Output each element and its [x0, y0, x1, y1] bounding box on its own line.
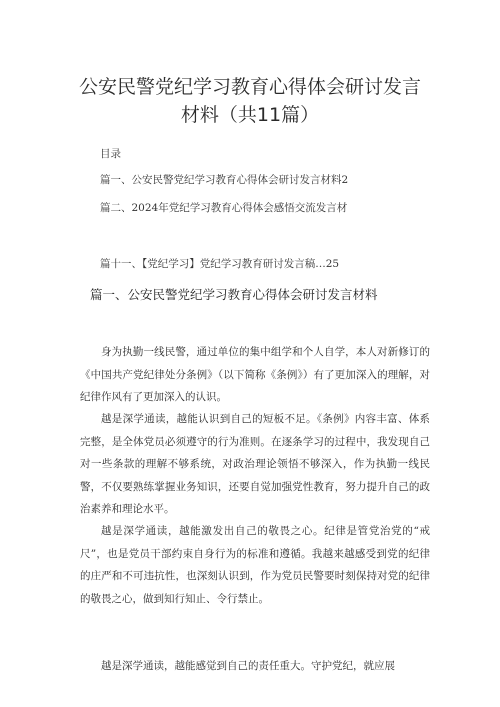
document-title-line-1: 公安民警党纪学习教育心得体会研讨发言: [78, 76, 421, 98]
toc-item[interactable]: 篇二、2024年党纪学习教育心得体会感悟交流发言材: [100, 202, 348, 214]
body-paragraph: 身为执勤一线民警，通过单位的集中组学和个人自学，本人对新修订的《中国共产党纪律处分条例》（以下简称《条例》）有了更加深入的理解，对纪律作风有了更加深入的认识。: [80, 346, 430, 403]
toc-label: 目录: [100, 148, 121, 160]
toc-item[interactable]: 篇一、公安民警党纪学习教育心得体会研讨发言材料2: [100, 174, 349, 186]
body-paragraph: 越是深学通读，越能感觉到自己的责任重大。守护党纪，就应展: [101, 660, 395, 672]
document-title-line-2: 材料（共11篇）: [180, 104, 320, 126]
toc-item[interactable]: 篇十一、【党纪学习】党纪学习教育研讨发言稿…25: [100, 258, 340, 270]
section-heading: 篇一、公安民警党纪学习教育心得体会研讨发言材料: [90, 287, 378, 302]
body-paragraph: 越是深学通读，越能认识到自己的短板不足。《条例》内容丰富、体系完整，是全体党员必须遵守的行为准则。在逐条学习的过程中，我发现自己对一些条款的理解不够系统，对政治理论领悟不够深入，作为执勤一线民警，不仅要熟练掌握业务知识，还要自觉加强党性教育，努力提升自己的政治素养和理论水平。: [80, 413, 430, 515]
body-paragraph: 越是深学通读，越能激发出自己的敬畏之心。纪律是管党治党的“戒尺”，也是党员干部约束自身行为的标准和遵循。我越来越感受到党的纪律的庄严和不可违抗性，也深刻认识到，作为党员民警要时刻保持对党的纪律的敬畏之心，做到知行知止、令行禁止。: [80, 525, 430, 605]
